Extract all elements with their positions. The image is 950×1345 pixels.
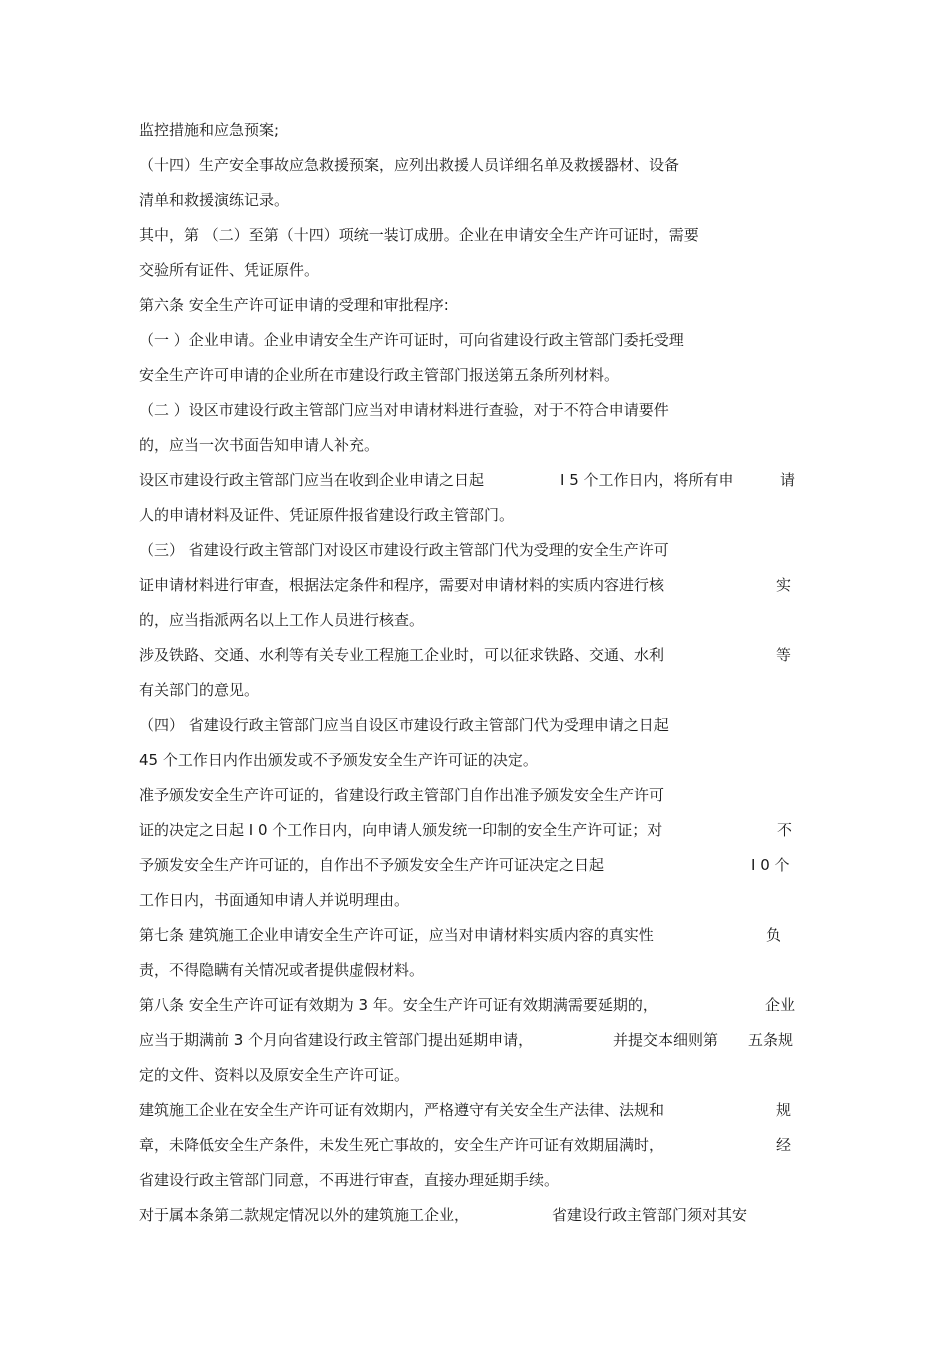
text-segment: 规 <box>776 1101 792 1119</box>
text-line <box>139 1203 809 1227</box>
text-line <box>139 258 809 282</box>
text-line <box>139 398 809 422</box>
text-segment: （十四）生产安全事故应急救援预案，应列出救援人员详细名单及救援器材、设备 <box>139 156 680 174</box>
text-line <box>139 503 809 527</box>
text-line <box>139 1098 809 1122</box>
text-segment: 有关部门的意见。 <box>139 681 260 699</box>
text-line <box>139 1133 809 1157</box>
text-segment: 第八条 安全生产许可证有效期为 3 年。安全生产许可证有效期满需要延期的， <box>139 996 658 1014</box>
text-line <box>139 818 809 842</box>
text-segment: 企业 <box>765 996 796 1014</box>
text-segment: 清单和救援演练记录。 <box>139 191 290 209</box>
text-segment: 的，应当指派两名以上工作人员进行核查。 <box>139 611 425 629</box>
text-line <box>139 608 809 632</box>
text-segment: 省建设行政主管部门同意，不再进行审查，直接办理延期手续。 <box>139 1171 560 1189</box>
text-segment: 应当于期满前 3 个月向省建设行政主管部门提出延期申请， <box>139 1031 534 1049</box>
text-segment: I 0 个 <box>751 856 790 874</box>
text-segment: 并提交本细则第 <box>613 1031 719 1049</box>
text-line <box>139 678 809 702</box>
text-segment: 人的申请材料及证件、凭证原件报省建设行政主管部门。 <box>139 506 515 524</box>
text-line <box>139 538 809 562</box>
text-segment: 工作日内，书面通知申请人并说明理由。 <box>139 891 410 909</box>
text-segment: （四） 省建设行政主管部门应当自设区市建设行政主管部门代为受理申请之日起 <box>139 716 669 734</box>
text-line <box>139 958 809 982</box>
text-segment: 五条规 <box>748 1031 794 1049</box>
text-segment: 经 <box>776 1136 792 1154</box>
text-segment: 实 <box>776 576 792 594</box>
text-segment: 涉及铁路、交通、水利等有关专业工程施工企业时，可以征求铁路、交通、水利 <box>139 646 665 664</box>
text-segment: 对于属本条第二款规定情况以外的建筑施工企业， <box>139 1206 470 1224</box>
text-segment: 请 <box>780 471 796 489</box>
text-segment: 章，未降低安全生产条件，未发生死亡事故的，安全生产许可证有效期届满时， <box>139 1136 665 1154</box>
text-line <box>139 643 809 667</box>
text-line <box>139 363 809 387</box>
article-heading-8 <box>139 993 809 1017</box>
text-segment: 交验所有证件、凭证原件。 <box>139 261 320 279</box>
text-line <box>139 573 809 597</box>
text-segment: 证的决定之日起 I 0 个工作日内，向申请人颁发统一印制的安全生产许可证；对 <box>139 821 663 839</box>
text-segment: 其中，第 （二）至第（十四）项统一装订成册。企业在申请安全生产许可证时，需要 <box>139 226 699 244</box>
text-segment: 负 <box>766 926 782 944</box>
text-line <box>139 328 809 352</box>
text-segment: 建筑施工企业在安全生产许可证有效期内，严格遵守有关安全生产法律、法规和 <box>139 1101 665 1119</box>
text-segment: 的，应当一次书面告知申请人补充。 <box>139 436 380 454</box>
text-segment: 等 <box>776 646 792 664</box>
text-segment: 设区市建设行政主管部门应当在收到企业申请之日起 <box>139 471 485 489</box>
text-line <box>139 1028 809 1052</box>
text-line <box>139 713 809 737</box>
text-line <box>139 433 809 457</box>
text-line <box>139 153 809 177</box>
text-segment: 省建设行政主管部门须对其安 <box>552 1206 748 1224</box>
text-line <box>139 188 809 212</box>
text-line <box>139 118 809 142</box>
text-segment: （三） 省建设行政主管部门对设区市建设行政主管部门代为受理的安全生产许可 <box>139 541 669 559</box>
text-segment: 责，不得隐瞒有关情况或者提供虚假材料。 <box>139 961 425 979</box>
text-segment: 定的文件、资料以及原安全生产许可证。 <box>139 1066 410 1084</box>
article-heading-6 <box>139 293 809 317</box>
text-line <box>139 748 809 772</box>
text-segment: 准予颁发安全生产许可证的，省建设行政主管部门自作出准予颁发安全生产许可 <box>139 786 665 804</box>
text-line <box>139 853 809 877</box>
text-segment: I 5 个工作日内，将所有申 <box>560 471 734 489</box>
text-segment: （一 ）企业申请。企业申请安全生产许可证时，可向省建设行政主管部门委托受理 <box>139 331 684 349</box>
text-segment: （二 ）设区市建设行政主管部门应当对申请材料进行查验，对于不符合申请要件 <box>139 401 669 419</box>
text-line <box>139 888 809 912</box>
article-heading-7 <box>139 923 809 947</box>
text-line <box>139 223 809 247</box>
text-segment: 予颁发安全生产许可证的，自作出不予颁发安全生产许可证决定之日起 <box>139 856 605 874</box>
text-line <box>139 468 809 492</box>
text-segment: 证申请材料进行审查，根据法定条件和程序，需要对申请材料的实质内容进行核 <box>139 576 665 594</box>
text-line <box>139 1168 809 1192</box>
text-segment: 不 <box>777 821 793 839</box>
text-segment: 第七条 建筑施工企业申请安全生产许可证，应当对申请材料实质内容的真实性 <box>139 926 654 944</box>
text-segment: 安全生产许可申请的企业所在市建设行政主管部门报送第五条所列材料。 <box>139 366 620 384</box>
text-line <box>139 1063 809 1087</box>
text-segment: 监控措施和应急预案; <box>139 121 280 139</box>
text-segment: 45 个工作日内作出颁发或不予颁发安全生产许可证的决定。 <box>139 751 538 769</box>
text-line <box>139 783 809 807</box>
text-segment: 第六条 安全生产许可证申请的受理和审批程序: <box>139 296 449 314</box>
